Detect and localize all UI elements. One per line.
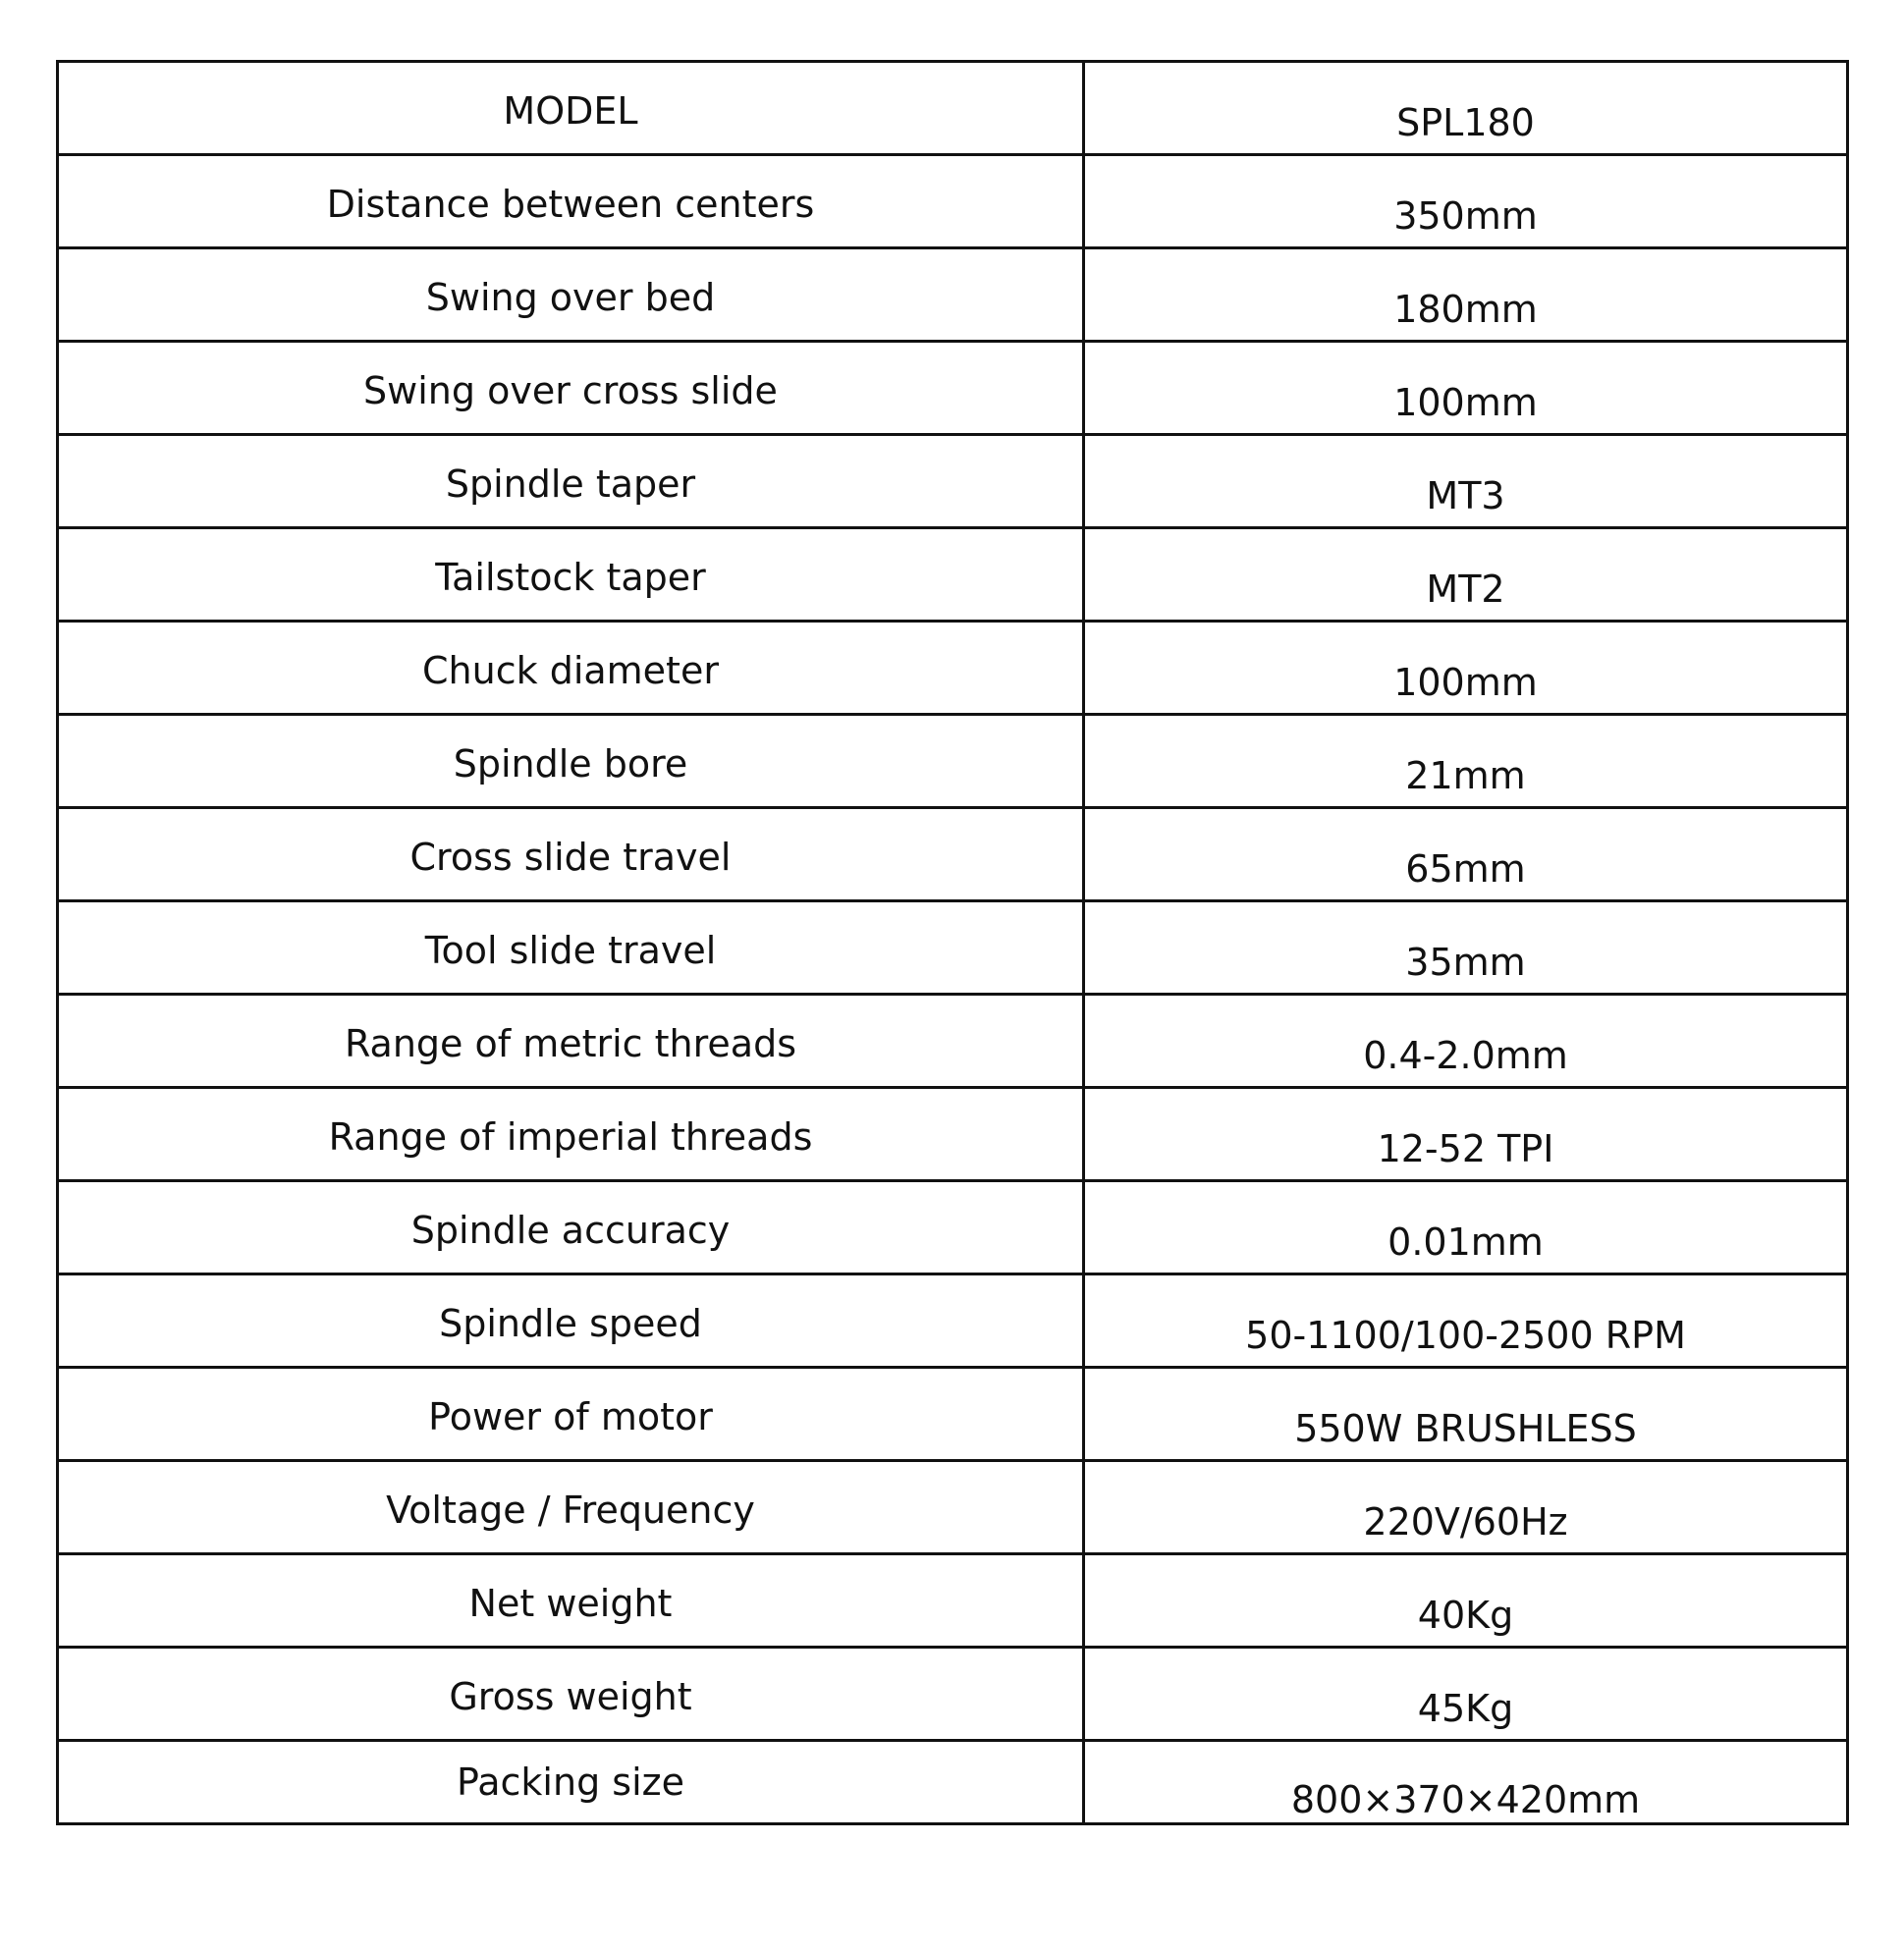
spec-label: Spindle speed (58, 1274, 1084, 1368)
table-row (58, 435, 1848, 528)
spec-value: 800×370×420mm (1084, 1741, 1848, 1824)
spec-label: Swing over cross slide (58, 342, 1084, 435)
spec-value: 180mm (1084, 248, 1848, 342)
spec-value: 0.4-2.0mm (1084, 995, 1848, 1088)
spec-label: Spindle bore (58, 715, 1084, 808)
spec-label: Voltage / Frequency (58, 1461, 1084, 1554)
spec-label: Cross slide travel (58, 808, 1084, 901)
table-row (58, 342, 1848, 435)
table-row (58, 715, 1848, 808)
table-row (58, 1741, 1848, 1824)
spec-value: 45Kg (1084, 1648, 1848, 1741)
spec-table (56, 60, 1849, 1825)
table-row (58, 808, 1848, 901)
spec-value: 21mm (1084, 715, 1848, 808)
spec-label: Net weight (58, 1554, 1084, 1648)
spec-value: 220V/60Hz (1084, 1461, 1848, 1554)
table-row (58, 901, 1848, 995)
table-row (58, 1461, 1848, 1554)
spec-label: Packing size (58, 1741, 1084, 1824)
table-row (58, 1554, 1848, 1648)
table-row (58, 248, 1848, 342)
table-row (58, 155, 1848, 248)
spec-label: Tool slide travel (58, 901, 1084, 995)
spec-label: Range of imperial threads (58, 1088, 1084, 1181)
table-row (58, 1181, 1848, 1274)
table-row (58, 62, 1848, 155)
spec-label: Spindle taper (58, 435, 1084, 528)
spec-value: SPL180 (1084, 62, 1848, 155)
spec-value: 350mm (1084, 155, 1848, 248)
table-row (58, 1368, 1848, 1461)
spec-label: Tailstock taper (58, 528, 1084, 622)
table-row (58, 1274, 1848, 1368)
spec-label: Swing over bed (58, 248, 1084, 342)
table-row (58, 528, 1848, 622)
spec-label: Spindle accuracy (58, 1181, 1084, 1274)
spec-value: 50-1100/100-2500 RPM (1084, 1274, 1848, 1368)
spec-value: 0.01mm (1084, 1181, 1848, 1274)
spec-label: Power of motor (58, 1368, 1084, 1461)
spec-label: Gross weight (58, 1648, 1084, 1741)
table-row (58, 1648, 1848, 1741)
spec-table-body (58, 62, 1848, 1824)
spec-label: Range of metric threads (58, 995, 1084, 1088)
spec-value: 100mm (1084, 342, 1848, 435)
spec-value: MT3 (1084, 435, 1848, 528)
spec-value: MT2 (1084, 528, 1848, 622)
spec-label: Chuck diameter (58, 622, 1084, 715)
spec-value: 12-52 TPI (1084, 1088, 1848, 1181)
spec-label: MODEL (58, 62, 1084, 155)
spec-value: 40Kg (1084, 1554, 1848, 1648)
table-row (58, 995, 1848, 1088)
table-row (58, 1088, 1848, 1181)
spec-value: 100mm (1084, 622, 1848, 715)
spec-value: 550W BRUSHLESS (1084, 1368, 1848, 1461)
spec-label: Distance between centers (58, 155, 1084, 248)
spec-value: 65mm (1084, 808, 1848, 901)
table-row (58, 622, 1848, 715)
spec-value: 35mm (1084, 901, 1848, 995)
